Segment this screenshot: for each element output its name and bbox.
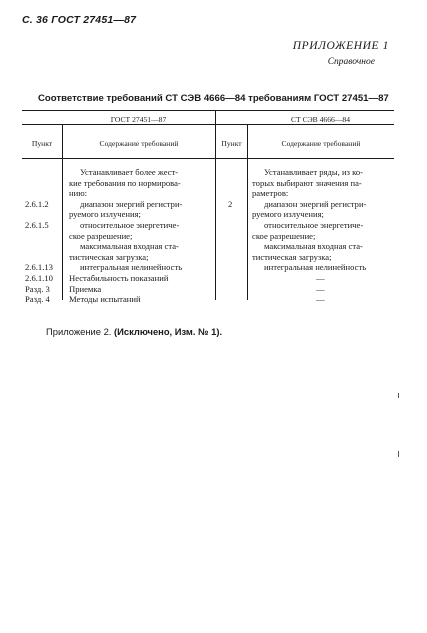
left-line: Методы испытаний — [69, 294, 141, 305]
right-line: торых выбирают значения па- — [252, 177, 362, 188]
point-number: 2.6.1.10 — [25, 273, 53, 283]
right-line: Устанавливает ряды, из ко- — [264, 167, 363, 177]
scan-mark — [398, 393, 399, 398]
header-point-left: Пункт — [31, 139, 53, 148]
left-line: интегральная нелинейность — [80, 262, 183, 273]
point-number: 2.6.1.2 — [25, 198, 49, 209]
page-header: С. 36 ГОСТ 27451—87 — [22, 14, 137, 26]
col-divider-left — [62, 124, 63, 300]
left-line: руемого излучения; — [69, 209, 141, 220]
point-number: 2.6.1.5 — [25, 220, 49, 230]
right-line: относительное энергетиче- — [264, 220, 364, 230]
right-line: раметров: — [252, 188, 289, 199]
appendix-2-note — [46, 326, 222, 337]
header-content-left: Содержание требований — [99, 139, 179, 148]
appendix-title: ПРИЛОЖЕНИЕ 1 — [292, 40, 389, 52]
left-line: нию: — [69, 188, 88, 199]
col-divider-right — [247, 124, 248, 300]
left-line: диапазон энергий регистри- — [80, 198, 183, 209]
header-group-rule — [22, 124, 394, 125]
header-bottom-rule — [22, 158, 394, 159]
appendix-2-status: (Исключено, Изм. № 1). — [114, 326, 223, 337]
left-line: тистическая загрузка; — [69, 251, 149, 262]
header-content-right: Содержание требований — [281, 139, 361, 148]
absent-dash: — — [316, 283, 325, 294]
right-line: максимальная входная ста- — [264, 241, 363, 252]
left-line: кие требования по нормирова- — [69, 177, 181, 188]
left-line: Приемка — [69, 283, 102, 294]
right-point-number: 2 — [228, 198, 233, 209]
right-line: ское разрешение; — [252, 230, 316, 241]
scan-mark — [398, 451, 399, 457]
table-top-rule — [22, 110, 394, 111]
right-line: диапазон энергий регистри- — [264, 198, 367, 209]
point-number: Разд. 4 — [25, 294, 50, 305]
left-line: ское разрешение; — [69, 230, 133, 241]
point-number: Разд. 3 — [25, 283, 50, 294]
right-line: интегральная нелинейность — [264, 262, 367, 273]
left-line: Устанавливает более жест- — [80, 167, 179, 177]
left-line: относительное энергетиче- — [80, 220, 180, 230]
right-line: тистическая загрузка; — [252, 251, 332, 262]
absent-dash: — — [316, 294, 325, 305]
appendix-subtitle: Справочное — [327, 57, 375, 67]
header-point-right: Пункт — [221, 139, 242, 148]
left-line: максимальная входная ста- — [80, 241, 179, 252]
right-line: руемого излучения; — [252, 209, 324, 220]
header-st-sev: СТ СЭВ 4666—84 — [290, 115, 351, 124]
left-line: Нестабильность показаний — [69, 273, 169, 283]
table-caption: Соответствие требований СТ СЭВ 4666—84 требованиям ГОСТ 27451—87 — [38, 93, 389, 104]
header-gost: ГОСТ 27451—87 — [110, 115, 167, 124]
point-number: 2.6.1.13 — [25, 262, 53, 273]
absent-dash: — — [316, 273, 325, 283]
appendix-2-label: Приложение 2. — [46, 326, 112, 337]
